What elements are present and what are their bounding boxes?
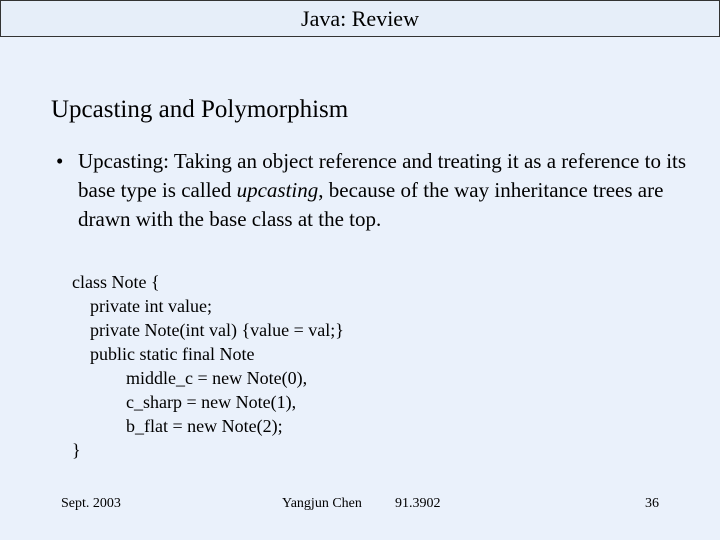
- bullet-icon: •: [56, 149, 64, 173]
- code-line: b_flat = new Note(2);: [72, 416, 283, 436]
- footer-course: 91.3902: [395, 496, 441, 511]
- bullet-text-end: , because of the way inheritance trees are drawn with the base class at the top.: [78, 178, 664, 231]
- header-bar: [0, 0, 720, 37]
- footer-author: Yangjun Chen: [282, 496, 362, 511]
- code-line: class Note {: [72, 272, 160, 292]
- code-block: [72, 270, 344, 462]
- code-line: c_sharp = new Note(1),: [72, 392, 297, 412]
- code-line: }: [72, 440, 81, 460]
- code-line: private int value;: [72, 296, 212, 316]
- bullet-emphasis: upcasting: [236, 178, 319, 202]
- code-line: public static final Note: [72, 344, 255, 364]
- header-title: Java: Review: [301, 6, 419, 31]
- bullet-text-start: Upcasting: Taking an object reference and treating it as a reference to its base type is called: [78, 149, 687, 202]
- code-line: private Note(int val) {value = val;}: [72, 320, 344, 340]
- bullet-item: [56, 147, 696, 234]
- code-line: middle_c = new Note(0),: [72, 368, 308, 388]
- footer-page-number: 36: [645, 496, 659, 511]
- footer-date: Sept. 2003: [61, 496, 121, 511]
- bullet-text: [78, 147, 696, 234]
- slide-subtitle: Upcasting and Polymorphism: [51, 96, 349, 123]
